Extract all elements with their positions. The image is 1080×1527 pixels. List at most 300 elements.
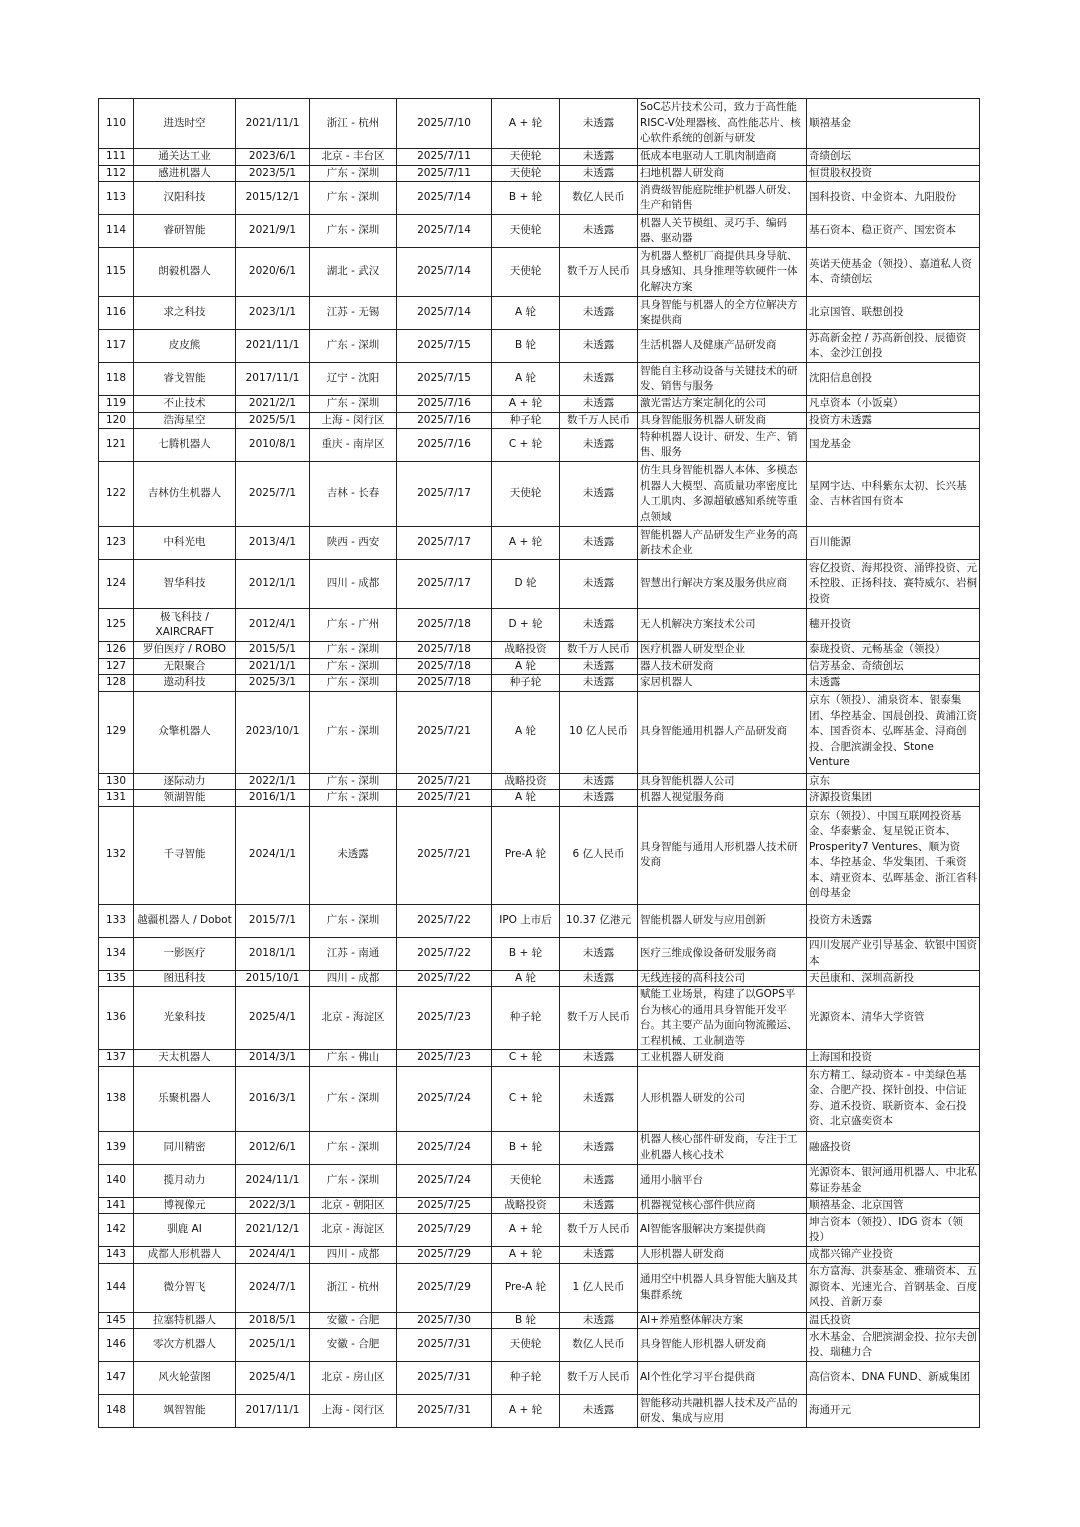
cell-founded-date: 2023/10/1	[236, 691, 310, 773]
cell-founded-date: 2025/4/1	[236, 1362, 310, 1395]
cell-founded-date: 2023/6/1	[236, 149, 310, 166]
cell-funding-date: 2025/7/31	[397, 1329, 492, 1362]
cell-founded-date: 2015/5/1	[236, 642, 310, 659]
cell-index: 147	[99, 1362, 134, 1395]
cell-index: 118	[99, 363, 134, 396]
cell-index: 131	[99, 790, 134, 807]
table-row	[99, 99, 980, 149]
cell-funding-amount: 未透露	[560, 215, 638, 248]
cell-founded-date: 2022/1/1	[236, 773, 310, 790]
cell-funding-round: D 轮	[492, 560, 560, 609]
cell-investors: 恒贯股权投资	[807, 165, 980, 182]
cell-investors: 星网宇达、中科紫东太初、长兴基金、吉林省国有资本	[807, 462, 980, 527]
cell-company-name: 风火轮萤图	[134, 1362, 236, 1395]
cell-funding-round: A + 轮	[492, 527, 560, 560]
cell-founded-date: 2016/3/1	[236, 1066, 310, 1131]
cell-location: 北京 - 房山区	[310, 1362, 397, 1395]
cell-funding-date: 2025/7/21	[397, 773, 492, 790]
cell-index: 133	[99, 904, 134, 937]
cell-description: 通用小脑平台	[638, 1164, 807, 1197]
cell-location: 湖北 - 武汉	[310, 248, 397, 297]
cell-description: 扫地机器人研发商	[638, 165, 807, 182]
cell-investors: 东方富海、洪泰基金、雅瑞资本、五源资本、光速光合、首钢基金、百度风投、首新万泰	[807, 1263, 980, 1312]
cell-funding-amount: 未透露	[560, 1395, 638, 1428]
cell-company-name: 拉塞特机器人	[134, 1312, 236, 1329]
cell-location: 安徽 - 合肥	[310, 1329, 397, 1362]
cell-funding-date: 2025/7/16	[397, 412, 492, 429]
cell-funding-date: 2025/7/16	[397, 429, 492, 462]
cell-description: 智能移动共融机器人技术及产品的研发、集成与应用	[638, 1395, 807, 1428]
cell-founded-date: 2014/3/1	[236, 1050, 310, 1067]
cell-funding-date: 2025/7/14	[397, 215, 492, 248]
cell-location: 广东 - 深圳	[310, 658, 397, 675]
cell-location: 广东 - 深圳	[310, 904, 397, 937]
cell-funding-amount: 数千万人民币	[560, 248, 638, 297]
cell-founded-date: 2024/7/1	[236, 1263, 310, 1312]
cell-index: 122	[99, 462, 134, 527]
cell-index: 148	[99, 1395, 134, 1428]
cell-funding-amount: 数亿人民币	[560, 1329, 638, 1362]
cell-funding-date: 2025/7/18	[397, 675, 492, 692]
cell-index: 125	[99, 609, 134, 642]
cell-company-name: 通关达工业	[134, 149, 236, 166]
table-row	[99, 363, 980, 396]
table-row	[99, 970, 980, 987]
cell-investors: 沈阳信息创投	[807, 363, 980, 396]
cell-founded-date: 2010/8/1	[236, 429, 310, 462]
cell-index: 136	[99, 987, 134, 1050]
funding-table	[98, 98, 980, 1428]
table-row	[99, 773, 980, 790]
cell-funding-round: B 轮	[492, 1312, 560, 1329]
cell-founded-date: 2017/11/1	[236, 363, 310, 396]
cell-location: 广东 - 深圳	[310, 1164, 397, 1197]
table-row	[99, 658, 980, 675]
cell-funding-amount: 数亿人民币	[560, 182, 638, 215]
cell-funding-date: 2025/7/11	[397, 165, 492, 182]
table-row	[99, 1395, 980, 1428]
cell-description: 机器视觉核心部件供应商	[638, 1197, 807, 1214]
table-row	[99, 937, 980, 970]
cell-investors: 未透露	[807, 675, 980, 692]
cell-description: 特种机器人设计、研发、生产、销售、服务	[638, 429, 807, 462]
cell-investors: 四川发展产业引导基金、软银中国资本	[807, 937, 980, 970]
cell-funding-round: 种子轮	[492, 412, 560, 429]
table-row	[99, 642, 980, 659]
cell-funding-round: IPO 上市后	[492, 904, 560, 937]
cell-funding-round: B + 轮	[492, 937, 560, 970]
cell-founded-date: 2021/1/1	[236, 658, 310, 675]
cell-company-name: 博视像元	[134, 1197, 236, 1214]
cell-description: AI+养殖整体解决方案	[638, 1312, 807, 1329]
cell-company-name: 逐际动力	[134, 773, 236, 790]
cell-index: 115	[99, 248, 134, 297]
cell-funding-round: A 轮	[492, 658, 560, 675]
cell-funding-amount: 未透露	[560, 658, 638, 675]
cell-description: 器人技术研发商	[638, 658, 807, 675]
cell-founded-date: 2018/5/1	[236, 1312, 310, 1329]
cell-index: 126	[99, 642, 134, 659]
cell-index: 117	[99, 330, 134, 363]
cell-founded-date: 2023/1/1	[236, 297, 310, 330]
cell-funding-amount: 未透露	[560, 970, 638, 987]
cell-funding-amount: 未透露	[560, 99, 638, 149]
cell-company-name: 无限聚合	[134, 658, 236, 675]
cell-description: 具身智能服务机器人研发商	[638, 412, 807, 429]
table-row	[99, 182, 980, 215]
cell-funding-date: 2025/7/17	[397, 527, 492, 560]
cell-description: 赋能工业场景，构建了以GOPS平台为核心的通用具身智能开发平台。其主要产品为面向物流搬运、工程机械、工业制造等	[638, 987, 807, 1050]
cell-funding-round: C + 轮	[492, 429, 560, 462]
cell-description: 具身智能通用机器人产品研发商	[638, 691, 807, 773]
cell-description: AI智能客服解决方案提供商	[638, 1214, 807, 1247]
cell-funding-amount: 未透露	[560, 297, 638, 330]
cell-investors: 奇绩创坛	[807, 149, 980, 166]
cell-location: 四川 - 成都	[310, 970, 397, 987]
cell-index: 111	[99, 149, 134, 166]
cell-location: 北京 - 海淀区	[310, 987, 397, 1050]
table-row	[99, 297, 980, 330]
cell-index: 144	[99, 1263, 134, 1312]
table-row	[99, 396, 980, 413]
cell-founded-date: 2018/1/1	[236, 937, 310, 970]
cell-funding-round: 天使轮	[492, 149, 560, 166]
cell-description: 智能机器人产品研发生产业务的高新技术企业	[638, 527, 807, 560]
cell-index: 112	[99, 165, 134, 182]
cell-description: 通用空中机器人具身智能大脑及其集群系统	[638, 1263, 807, 1312]
cell-funding-date: 2025/7/29	[397, 1263, 492, 1312]
cell-funding-amount: 未透露	[560, 1066, 638, 1131]
cell-location: 广东 - 深圳	[310, 330, 397, 363]
cell-description: 医疗三维成像设备研发服务商	[638, 937, 807, 970]
cell-location: 广东 - 深圳	[310, 675, 397, 692]
cell-description: 激光雷达方案定制化的公司	[638, 396, 807, 413]
cell-investors: 天邑康和、深圳高新投	[807, 970, 980, 987]
cell-investors: 顺禧基金、北京国管	[807, 1197, 980, 1214]
cell-location: 四川 - 成都	[310, 1247, 397, 1264]
cell-founded-date: 2021/9/1	[236, 215, 310, 248]
cell-founded-date: 2025/3/1	[236, 675, 310, 692]
cell-funding-amount: 数千万人民币	[560, 987, 638, 1050]
cell-funding-round: 天使轮	[492, 215, 560, 248]
cell-index: 140	[99, 1164, 134, 1197]
cell-company-name: 千寻智能	[134, 806, 236, 904]
cell-funding-amount: 未透露	[560, 1312, 638, 1329]
cell-index: 146	[99, 1329, 134, 1362]
table-row	[99, 149, 980, 166]
cell-funding-round: 天使轮	[492, 1164, 560, 1197]
cell-funding-date: 2025/7/31	[397, 1395, 492, 1428]
cell-location: 四川 - 成都	[310, 560, 397, 609]
cell-company-name: 同川精密	[134, 1131, 236, 1164]
cell-funding-round: 种子轮	[492, 987, 560, 1050]
cell-funding-round: 种子轮	[492, 1362, 560, 1395]
cell-funding-date: 2025/7/14	[397, 297, 492, 330]
cell-funding-amount: 1 亿人民币	[560, 1263, 638, 1312]
cell-description: 医疗机器人研发型企业	[638, 642, 807, 659]
cell-location: 广东 - 深圳	[310, 1131, 397, 1164]
cell-index: 130	[99, 773, 134, 790]
cell-company-name: 零次方机器人	[134, 1329, 236, 1362]
table-row	[99, 412, 980, 429]
cell-investors: 信芳基金、奇绩创坛	[807, 658, 980, 675]
cell-funding-amount: 未透露	[560, 396, 638, 413]
cell-location: 未透露	[310, 806, 397, 904]
cell-funding-date: 2025/7/24	[397, 1131, 492, 1164]
cell-funding-date: 2025/7/10	[397, 99, 492, 149]
cell-investors: 成都兴锦产业投资	[807, 1247, 980, 1264]
cell-funding-amount: 数千万人民币	[560, 1362, 638, 1395]
cell-location: 广东 - 深圳	[310, 691, 397, 773]
cell-description: 消费级智能庭院维护机器人研发、生产和销售	[638, 182, 807, 215]
cell-index: 121	[99, 429, 134, 462]
cell-funding-date: 2025/7/18	[397, 658, 492, 675]
cell-founded-date: 2013/4/1	[236, 527, 310, 560]
cell-founded-date: 2012/4/1	[236, 609, 310, 642]
cell-founded-date: 2015/7/1	[236, 904, 310, 937]
cell-index: 129	[99, 691, 134, 773]
table-row	[99, 1362, 980, 1395]
cell-index: 124	[99, 560, 134, 609]
cell-funding-round: A + 轮	[492, 99, 560, 149]
cell-investors: 融盛投资	[807, 1131, 980, 1164]
cell-company-name: 求之科技	[134, 297, 236, 330]
cell-company-name: 光象科技	[134, 987, 236, 1050]
cell-description: 人形机器人研发的公司	[638, 1066, 807, 1131]
cell-location: 重庆 - 南岸区	[310, 429, 397, 462]
cell-index: 127	[99, 658, 134, 675]
cell-founded-date: 2021/12/1	[236, 1214, 310, 1247]
cell-funding-amount: 数千万人民币	[560, 642, 638, 659]
cell-company-name: 众擎机器人	[134, 691, 236, 773]
cell-location: 广东 - 深圳	[310, 182, 397, 215]
table-row	[99, 1066, 980, 1131]
cell-location: 广东 - 深圳	[310, 773, 397, 790]
cell-funding-round: 天使轮	[492, 1329, 560, 1362]
cell-investors: 东方精工、绿动资本 - 中美绿色基金、合肥产投、探针创投、中信证券、道禾投资、联新资本、金石投资、北京盛奕资本	[807, 1066, 980, 1131]
cell-investors: 苏高新金控 / 苏高新创投、辰德资本、金沙江创投	[807, 330, 980, 363]
cell-location: 北京 - 朝阳区	[310, 1197, 397, 1214]
cell-funding-amount: 未透露	[560, 560, 638, 609]
cell-index: 141	[99, 1197, 134, 1214]
cell-location: 上海 - 闵行区	[310, 1395, 397, 1428]
cell-investors: 京东（领投）、中国互联网投资基金、华泰紫金、复星锐正资本、Prosperity7 Ventures、顺为资本、华控基金、华发集团、千乘资本、靖亚资本、弘晖基金、浙江省科创母基金	[807, 806, 980, 904]
cell-company-name: 睿研智能	[134, 215, 236, 248]
cell-location: 安徽 - 合肥	[310, 1312, 397, 1329]
cell-investors: 海通开元	[807, 1395, 980, 1428]
cell-investors: 凡卓资本（小饭桌）	[807, 396, 980, 413]
cell-description: 智能机器人研发与应用创新	[638, 904, 807, 937]
cell-funding-round: Pre-A 轮	[492, 806, 560, 904]
cell-index: 119	[99, 396, 134, 413]
cell-founded-date: 2016/1/1	[236, 790, 310, 807]
cell-funding-amount: 未透露	[560, 165, 638, 182]
cell-description: 仿生具身智能机器人本体、多模态机器人大模型、高质量功率密度比人工肌肉、多源超敏感知系统等重点领域	[638, 462, 807, 527]
cell-founded-date: 2025/7/1	[236, 462, 310, 527]
cell-investors: 百川能源	[807, 527, 980, 560]
cell-description: 机器人视觉服务商	[638, 790, 807, 807]
cell-founded-date: 2024/4/1	[236, 1247, 310, 1264]
cell-funding-amount: 10 亿人民币	[560, 691, 638, 773]
cell-funding-round: 天使轮	[492, 248, 560, 297]
cell-funding-round: 天使轮	[492, 165, 560, 182]
cell-description: 工业机器人研发商	[638, 1050, 807, 1067]
cell-location: 上海 - 闵行区	[310, 412, 397, 429]
cell-funding-round: A + 轮	[492, 396, 560, 413]
cell-description: 机器人关节模组、灵巧手、编码器、驱动器	[638, 215, 807, 248]
cell-investors: 京东	[807, 773, 980, 790]
table-row	[99, 1329, 980, 1362]
cell-index: 137	[99, 1050, 134, 1067]
cell-funding-amount: 未透露	[560, 1164, 638, 1197]
cell-investors: 穗开投资	[807, 609, 980, 642]
cell-funding-date: 2025/7/24	[397, 1164, 492, 1197]
cell-index: 138	[99, 1066, 134, 1131]
cell-founded-date: 2024/1/1	[236, 806, 310, 904]
cell-funding-round: A 轮	[492, 297, 560, 330]
cell-location: 辽宁 - 沈阳	[310, 363, 397, 396]
cell-company-name: 朗毅机器人	[134, 248, 236, 297]
cell-funding-round: 种子轮	[492, 675, 560, 692]
cell-location: 陕西 - 西安	[310, 527, 397, 560]
cell-funding-round: B + 轮	[492, 1131, 560, 1164]
cell-funding-round: A 轮	[492, 790, 560, 807]
cell-location: 广东 - 深圳	[310, 1066, 397, 1131]
cell-funding-date: 2025/7/18	[397, 609, 492, 642]
cell-description: 无人机解决方案技术公司	[638, 609, 807, 642]
cell-location: 广东 - 深圳	[310, 642, 397, 659]
cell-company-name: 七腾机器人	[134, 429, 236, 462]
cell-company-name: 飒智智能	[134, 1395, 236, 1428]
cell-location: 江苏 - 南通	[310, 937, 397, 970]
table-row	[99, 1050, 980, 1067]
cell-funding-amount: 未透露	[560, 149, 638, 166]
cell-company-name: 天太机器人	[134, 1050, 236, 1067]
cell-funding-date: 2025/7/11	[397, 149, 492, 166]
cell-description: 具身智能机器人公司	[638, 773, 807, 790]
cell-funding-amount: 未透露	[560, 1247, 638, 1264]
cell-company-name: 乐聚机器人	[134, 1066, 236, 1131]
cell-investors: 顺禧基金	[807, 99, 980, 149]
cell-funding-date: 2025/7/17	[397, 462, 492, 527]
cell-description: AI个性化学习平台提供商	[638, 1362, 807, 1395]
cell-funding-round: 战略投资	[492, 1197, 560, 1214]
cell-investors: 投资方未透露	[807, 904, 980, 937]
cell-location: 北京 - 丰台区	[310, 149, 397, 166]
cell-funding-round: B + 轮	[492, 182, 560, 215]
cell-funding-date: 2025/7/24	[397, 1066, 492, 1131]
table-row	[99, 527, 980, 560]
cell-investors: 温氏投资	[807, 1312, 980, 1329]
cell-funding-date: 2025/7/22	[397, 937, 492, 970]
cell-location: 广东 - 佛山	[310, 1050, 397, 1067]
cell-funding-round: 天使轮	[492, 462, 560, 527]
cell-funding-amount: 未透露	[560, 1197, 638, 1214]
cell-location: 江苏 - 无锡	[310, 297, 397, 330]
cell-funding-date: 2025/7/29	[397, 1247, 492, 1264]
table-row	[99, 609, 980, 642]
cell-funding-round: A + 轮	[492, 1395, 560, 1428]
cell-funding-date: 2025/7/16	[397, 396, 492, 413]
cell-funding-date: 2025/7/17	[397, 560, 492, 609]
cell-founded-date: 2021/11/1	[236, 99, 310, 149]
cell-funding-round: A 轮	[492, 970, 560, 987]
cell-funding-date: 2025/7/30	[397, 1312, 492, 1329]
cell-funding-amount: 10.37 亿港元	[560, 904, 638, 937]
cell-founded-date: 2020/6/1	[236, 248, 310, 297]
cell-description: 智慧出行解决方案及服务供应商	[638, 560, 807, 609]
table-row	[99, 675, 980, 692]
cell-location: 广东 - 深圳	[310, 215, 397, 248]
cell-funding-amount: 6 亿人民币	[560, 806, 638, 904]
cell-funding-date: 2025/7/21	[397, 691, 492, 773]
table-row	[99, 1247, 980, 1264]
cell-company-name: 图迅科技	[134, 970, 236, 987]
cell-funding-date: 2025/7/31	[397, 1362, 492, 1395]
cell-funding-date: 2025/7/23	[397, 1050, 492, 1067]
cell-founded-date: 2022/3/1	[236, 1197, 310, 1214]
cell-company-name: 不止技术	[134, 396, 236, 413]
cell-founded-date: 2021/11/1	[236, 330, 310, 363]
cell-company-name: 浩海星空	[134, 412, 236, 429]
table-row	[99, 462, 980, 527]
cell-funding-amount: 未透露	[560, 1131, 638, 1164]
cell-founded-date: 2012/1/1	[236, 560, 310, 609]
cell-funding-round: D + 轮	[492, 609, 560, 642]
cell-index: 128	[99, 675, 134, 692]
cell-funding-round: 战略投资	[492, 773, 560, 790]
table-row	[99, 1131, 980, 1164]
cell-index: 116	[99, 297, 134, 330]
cell-funding-date: 2025/7/18	[397, 642, 492, 659]
table-row	[99, 248, 980, 297]
cell-location: 广东 - 广州	[310, 609, 397, 642]
cell-description: 人形机器人研发商	[638, 1247, 807, 1264]
cell-location: 浙江 - 杭州	[310, 1263, 397, 1312]
cell-funding-amount: 未透露	[560, 773, 638, 790]
cell-investors: 高信资本、DNA FUND、新威集团	[807, 1362, 980, 1395]
cell-company-name: 皮皮熊	[134, 330, 236, 363]
table-row	[99, 1164, 980, 1197]
cell-description: 生活机器人及健康产品研发商	[638, 330, 807, 363]
cell-investors: 京东（领投）、浦泉资本、银泰集团、华控基金、国晨创投、黄浦江资本、国香资本、弘晖基金、浔商创投、合肥滨湖金投、Stone Venture	[807, 691, 980, 773]
cell-funding-amount: 未透露	[560, 462, 638, 527]
cell-company-name: 揽月动力	[134, 1164, 236, 1197]
cell-index: 132	[99, 806, 134, 904]
cell-funding-amount: 未透露	[560, 937, 638, 970]
cell-investors: 光源资本、清华大学资管	[807, 987, 980, 1050]
cell-investors: 上海国和投资	[807, 1050, 980, 1067]
cell-founded-date: 2025/4/1	[236, 987, 310, 1050]
cell-description: 低成本电驱动人工肌肉制造商	[638, 149, 807, 166]
table-row	[99, 330, 980, 363]
cell-company-name: 极飞科技 / XAIRCRAFT	[134, 609, 236, 642]
cell-description: 无线连接的高科技公司	[638, 970, 807, 987]
cell-company-name: 驯鹿 AI	[134, 1214, 236, 1247]
cell-index: 123	[99, 527, 134, 560]
table-row	[99, 215, 980, 248]
cell-investors: 济源投资集团	[807, 790, 980, 807]
cell-funding-date: 2025/7/14	[397, 182, 492, 215]
cell-funding-amount: 未透露	[560, 790, 638, 807]
cell-investors: 水木基金、合肥滨湖金投、拉尔夫创投、瑞穗力合	[807, 1329, 980, 1362]
cell-investors: 容亿投资、海邦投资、涌铧投资、元禾控股、正扬科技、赛特威尔、岩桐投资	[807, 560, 980, 609]
table-row	[99, 1263, 980, 1312]
cell-funding-round: C + 轮	[492, 1066, 560, 1131]
cell-investors: 北京国管、联想创投	[807, 297, 980, 330]
cell-description: 机器人核心部件研发商，专注于工业机器人核心技术	[638, 1131, 807, 1164]
table-row	[99, 165, 980, 182]
